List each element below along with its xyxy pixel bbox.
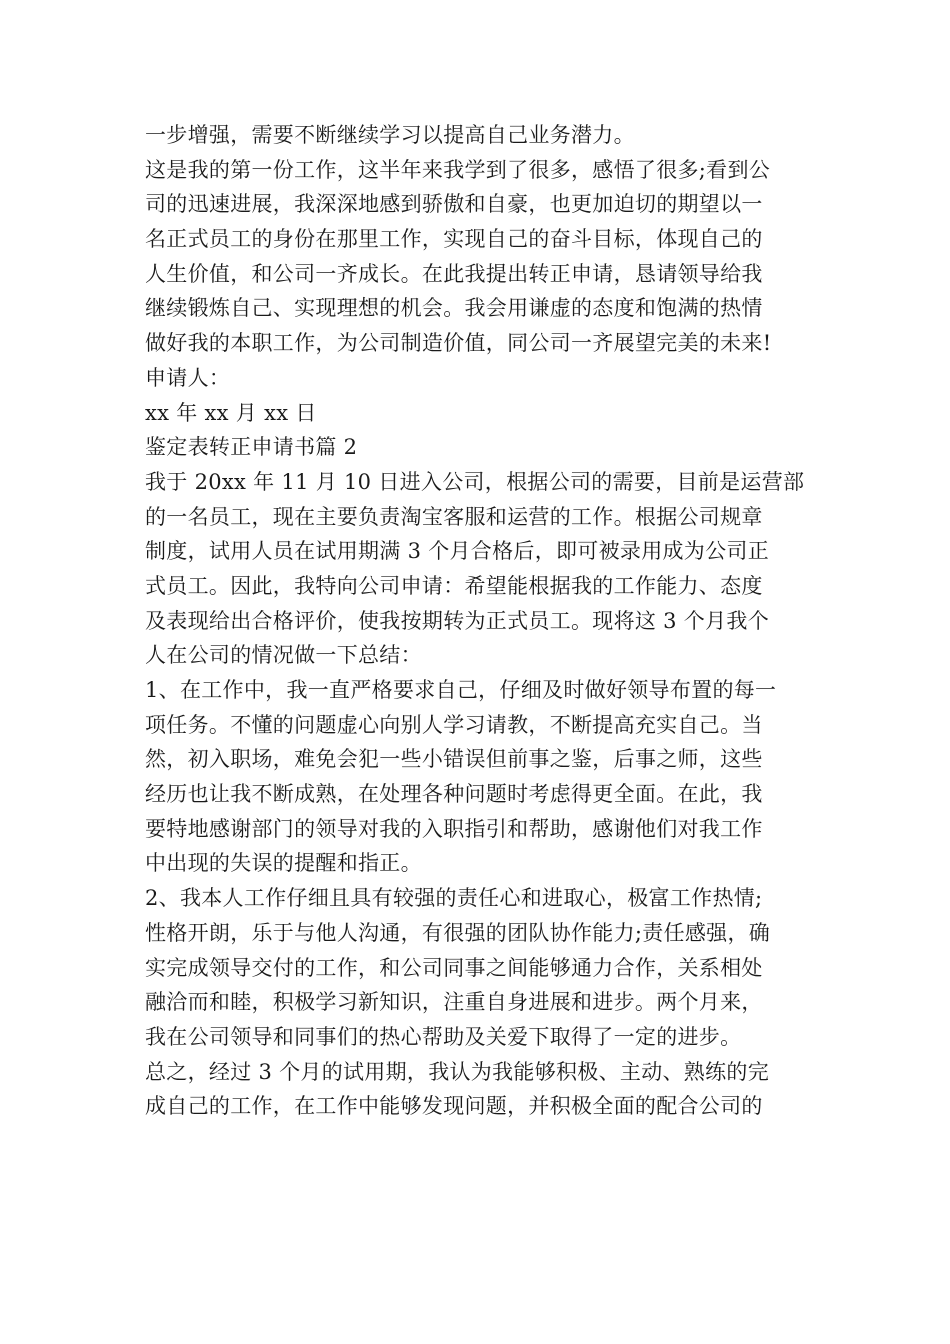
text-line: 性格开朗，乐于与他人沟通，有很强的团队协作能力;责任感强，确 — [145, 920, 771, 945]
text-line: 一步增强，需要不断继续学习以提高自己业务潜力。 — [145, 123, 635, 147]
text-line: 及表现给出合格评价，使我按期转为正式员工。现将这 3 个月我个 — [145, 608, 770, 633]
text-line: 1、在工作中，我一直严格要求自己，仔细及时做好领导布置的每一 — [145, 678, 777, 702]
text-line: 成自己的工作，在工作中能够发现问题，并积极全面的配合公司的 — [145, 1094, 763, 1119]
text-line: 融洽而和睦，积极学习新知识，注重自身进展和进步。两个月来， — [145, 990, 763, 1015]
text-line: 制度，试用人员在试用期满 3 个月合格后，即可被录用成为公司正 — [145, 539, 770, 564]
text-line: 名正式员工的身份在那里工作，实现自己的奋斗目标，体现自己的 — [145, 227, 763, 252]
text-line: 实完成领导交付的工作，和公司同事之间能够通力合作，关系相处 — [145, 955, 763, 980]
signature-label: 申请人： — [145, 365, 231, 390]
text-line: 中出现的失误的提醒和指正。 — [145, 851, 422, 876]
text-line: 总之，经过 3 个月的试用期，我认为我能够积极、主动、熟练的完 — [145, 1059, 770, 1084]
text-line: 式员工。因此，我特向公司申请：希望能根据我的工作能力、态度 — [145, 573, 763, 598]
text-line: 这是我的第一份工作，这半年来我学到了很多，感悟了很多;看到公 — [145, 157, 771, 182]
text-line: 然，初入职场，难免会犯一些小错误但前事之鉴，后事之师，这些 — [145, 747, 763, 772]
text-line: 的一名员工，现在主要负责淘宝客服和运营的工作。根据公司规章 — [145, 504, 763, 529]
text-line: 做好我的本职工作，为公司制造价值，同公司一齐展望完美的未来! — [145, 331, 772, 356]
text-line: 经历也让我不断成熟，在处理各种问题时考虑得更全面。在此，我 — [145, 782, 763, 807]
document-page — [145, 118, 810, 1124]
text-line: 2、我本人工作仔细且具有较强的责任心和进取心，极富工作热情; — [145, 886, 763, 911]
text-line: 人生价值，和公司一齐成长。在此我提出转正申请，恳请领导给我 — [145, 261, 763, 286]
text-line: 项任务。不懂的问题虚心向别人学习请教，不断提高充实自己。当 — [145, 712, 763, 737]
text-line: 我在公司领导和同事们的热心帮助及关爱下取得了一定的进步。 — [145, 1024, 742, 1049]
text-line: 人在公司的情况做一下总结： — [145, 643, 422, 668]
text-line: 司的迅速进展，我深深地感到骄傲和自豪，也更加迫切的期望以一 — [145, 192, 763, 217]
text-line: 我于 20xx 年 11 月 10 日进入公司，根据公司的需要，目前是运营部 — [145, 469, 805, 494]
date-line: xx 年 xx 月 xx 日 — [145, 400, 317, 425]
section-title: 鉴定表转正申请书篇 2 — [145, 435, 358, 460]
text-line: 继续锻炼自己、实现理想的机会。我会用谦虚的态度和饱满的热情 — [145, 296, 763, 321]
text-line: 要特地感谢部门的领导对我的入职指引和帮助，感谢他们对我工作 — [145, 816, 763, 841]
